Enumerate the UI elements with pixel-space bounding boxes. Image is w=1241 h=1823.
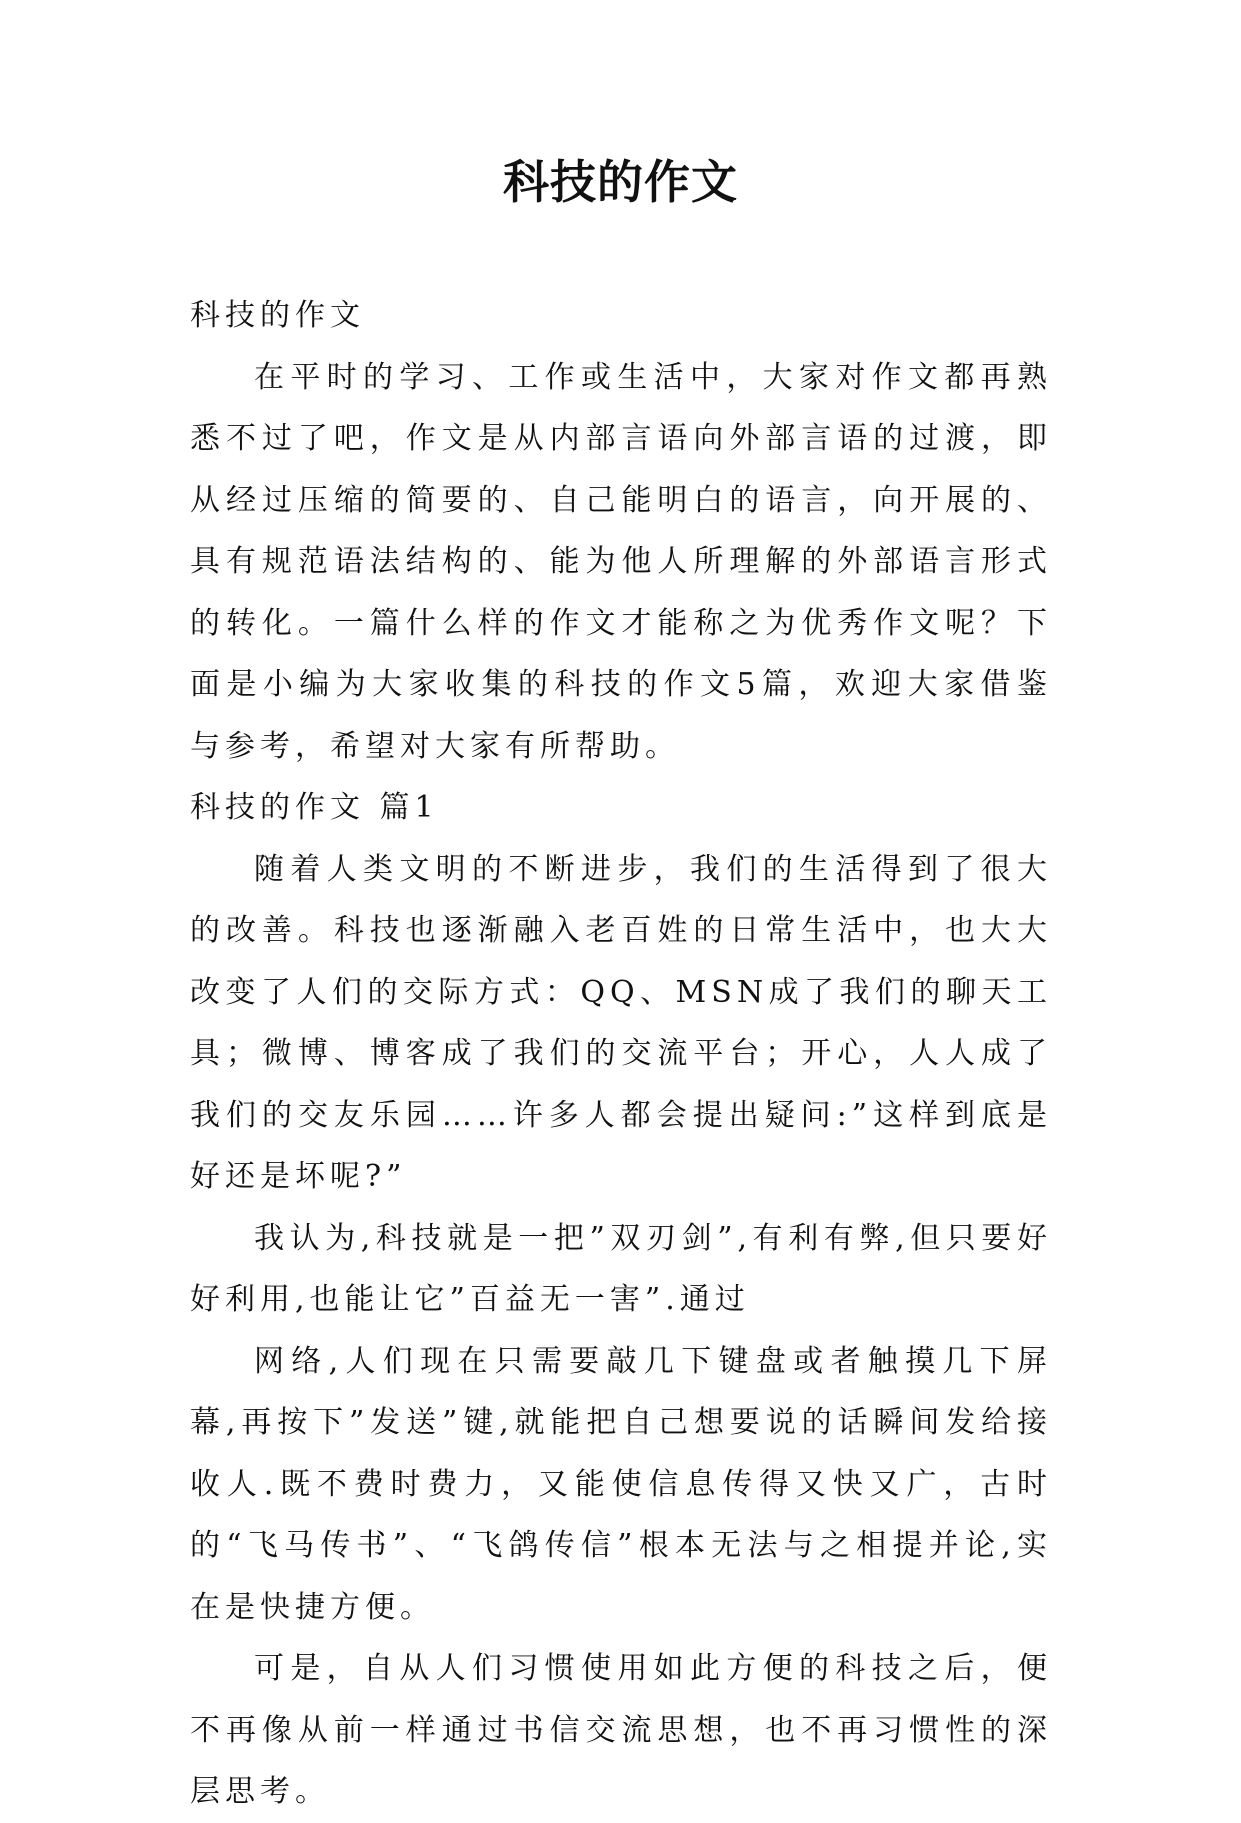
body-paragraph-4: 可是，自从人们习惯使用如此方便的科技之后，便不再像从前一样通过书信交流思想，也不再习惯性的深层思考。	[190, 1651, 1052, 1809]
document-body	[190, 285, 1052, 1823]
body-paragraph-1: 随着人类文明的不断进步，我们的生活得到了很大的改善。科技也逐渐融入老百姓的日常生活中，也大大改变了人们的交际方式：QQ、MSN成了我们的聊天工具；微博、博客成了我们的交流平台；开心，人人成了我们的交友乐园……许多人都会提出疑问:”这样到底是好还是坏呢?”	[190, 851, 1052, 1194]
body-paragraph-3: 网络,人们现在只需要敲几下键盘或者触摸几下屏幕,再按下”发送”键,就能把自己想要说的话瞬间发给接收人.既不费时费力，又能使信息传得又快又广，古时的“飞马传书”、“飞鸽传信”根本无法与之相提并论,实在是快捷方便。	[190, 1343, 1052, 1625]
intro-paragraph: 在平时的学习、工作或生活中，大家对作文都再熟悉不过了吧，作文是从内部言语向外部言语的过渡，即从经过压缩的简要的、自己能明白的语言，向开展的、具有规范语法结构的、能为他人所理解的外部语言形式的转化。一篇什么样的作文才能称之为优秀作文呢？下面是小编为大家收集的科技的作文5篇，欢迎大家借鉴与参考，希望对大家有所帮助。	[190, 359, 1052, 764]
section-heading: 科技的作文 篇1	[190, 790, 439, 825]
document-title: 科技的作文	[503, 155, 738, 209]
essay-subtitle: 科技的作文	[190, 298, 365, 333]
body-paragraph-2: 我认为,科技就是一把”双刃剑”,有利有弊,但只要好好利用,也能让它”百益无一害”.通过	[190, 1220, 1052, 1317]
